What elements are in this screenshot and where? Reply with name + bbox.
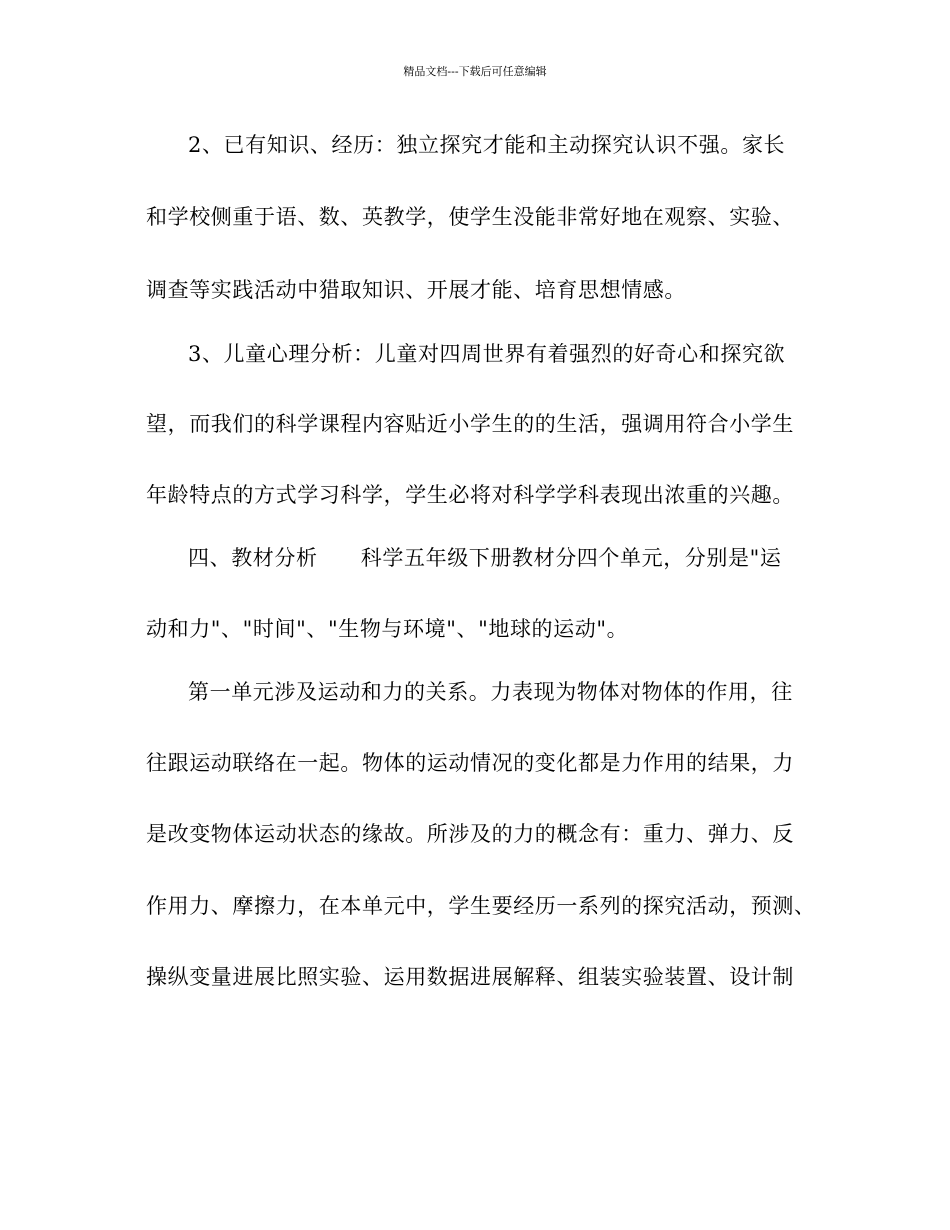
paragraph-line: 第一单元涉及运动和力的关系。力表现为物体对物体的作用，往	[188, 680, 793, 704]
paragraph-line: 2、已有知识、经历：独立探究才能和主动探究认识不强。家长	[188, 133, 786, 157]
paragraph-line: 3、儿童心理分析：儿童对四周世界有着强烈的好奇心和探究欲	[188, 342, 786, 366]
paragraph-line: 和学校侧重于语、数、英教学，使学生没能非常好地在观察、实验、	[146, 205, 794, 229]
paragraph-line: 作用力、摩擦力，在本单元中，学生要经历一系列的探究活动，预测、	[146, 894, 816, 918]
paragraph-line: 往跟运动联络在一起。物体的运动情况的变化都是力作用的结果，力	[146, 751, 794, 775]
page-header: 精品文档---下载后可任意编辑	[403, 65, 547, 78]
paragraph-line: 动和力"、"时间"、"生物与环境"、"地球的运动"。	[146, 617, 629, 641]
paragraph-line: 年龄特点的方式学习科学，学生必将对科学学科表现出浓重的兴趣。	[146, 483, 794, 507]
paragraph-line: 望，而我们的科学课程内容贴近小学生的的生活，强调用符合小学生	[146, 412, 794, 436]
paragraph-line: 是改变物体运动状态的缘故。所涉及的力的概念有：重力、弹力、反	[146, 822, 794, 846]
paragraph-line: 四、教材分析 科学五年级下册教材分四个单元，分别是"运	[188, 546, 782, 570]
paragraph-line: 操纵变量进展比照实验、运用数据进展解释、组装实验装置、设计制	[146, 965, 794, 989]
paragraph-line: 调查等实践活动中猎取知识、开展才能、培育思想情感。	[146, 278, 686, 302]
